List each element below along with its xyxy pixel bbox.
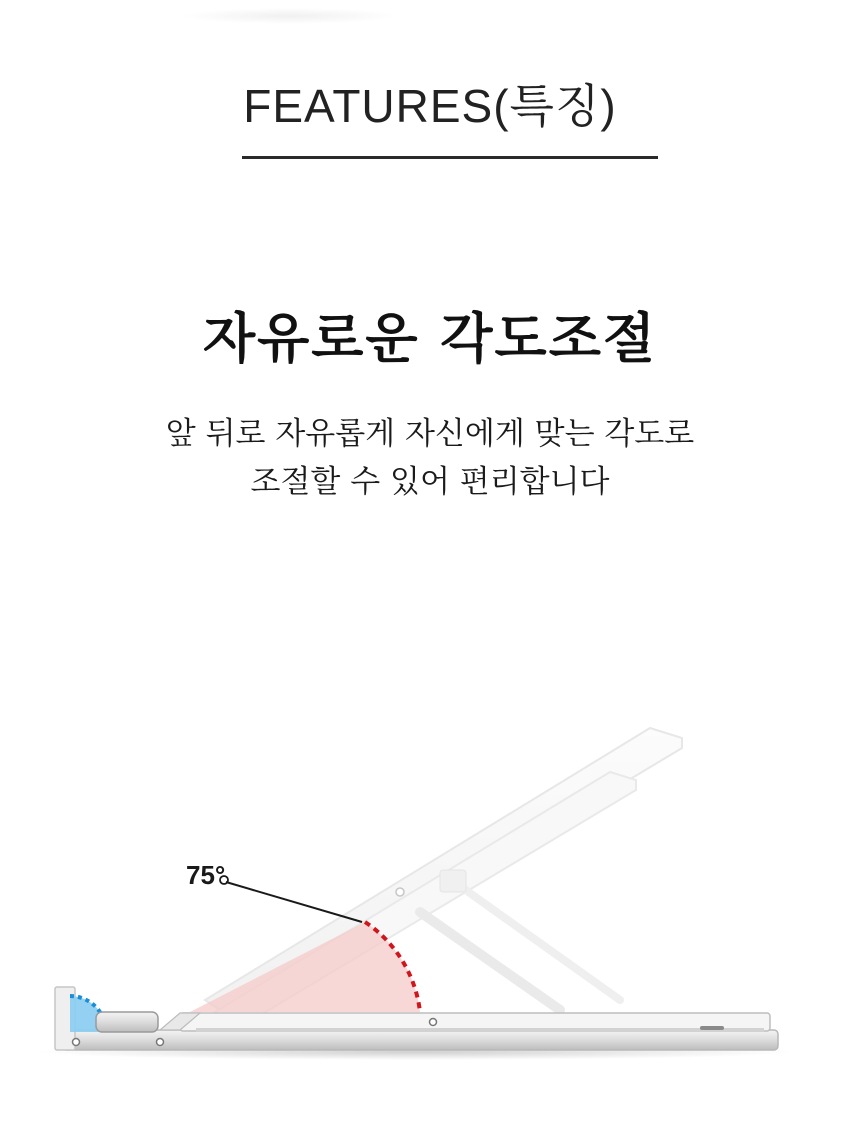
upper-rail-shade <box>196 1028 764 1032</box>
hinge-roller <box>96 1012 158 1032</box>
heading-underline <box>242 156 658 159</box>
pivot-dot-roller <box>157 1039 164 1046</box>
section-title: 자유로운 각도조절 <box>202 307 658 370</box>
ghost-support-leg-1 <box>420 912 560 1010</box>
pivot-dot-mid <box>430 1019 437 1026</box>
features-heading: FEATURES(특징) <box>243 80 617 132</box>
pivot-dot-left <box>73 1039 80 1046</box>
angle-leader-line <box>226 882 362 922</box>
description-line-1: 앞 뒤로 자유롭게 자신에게 맞는 각도로 <box>165 416 695 452</box>
ghost-pivot-dot <box>396 888 404 896</box>
top-shadow-decoration <box>180 8 400 24</box>
ghost-support-leg-2 <box>460 886 620 1000</box>
base-frame <box>62 1030 778 1050</box>
ghost-hinge-block <box>440 870 466 892</box>
description-line-2: 조절할 수 있어 편리합니다 <box>250 464 610 500</box>
angle-label: 75° <box>186 860 226 890</box>
laptop-stand-illustration <box>0 700 860 1080</box>
right-slot <box>700 1026 724 1030</box>
